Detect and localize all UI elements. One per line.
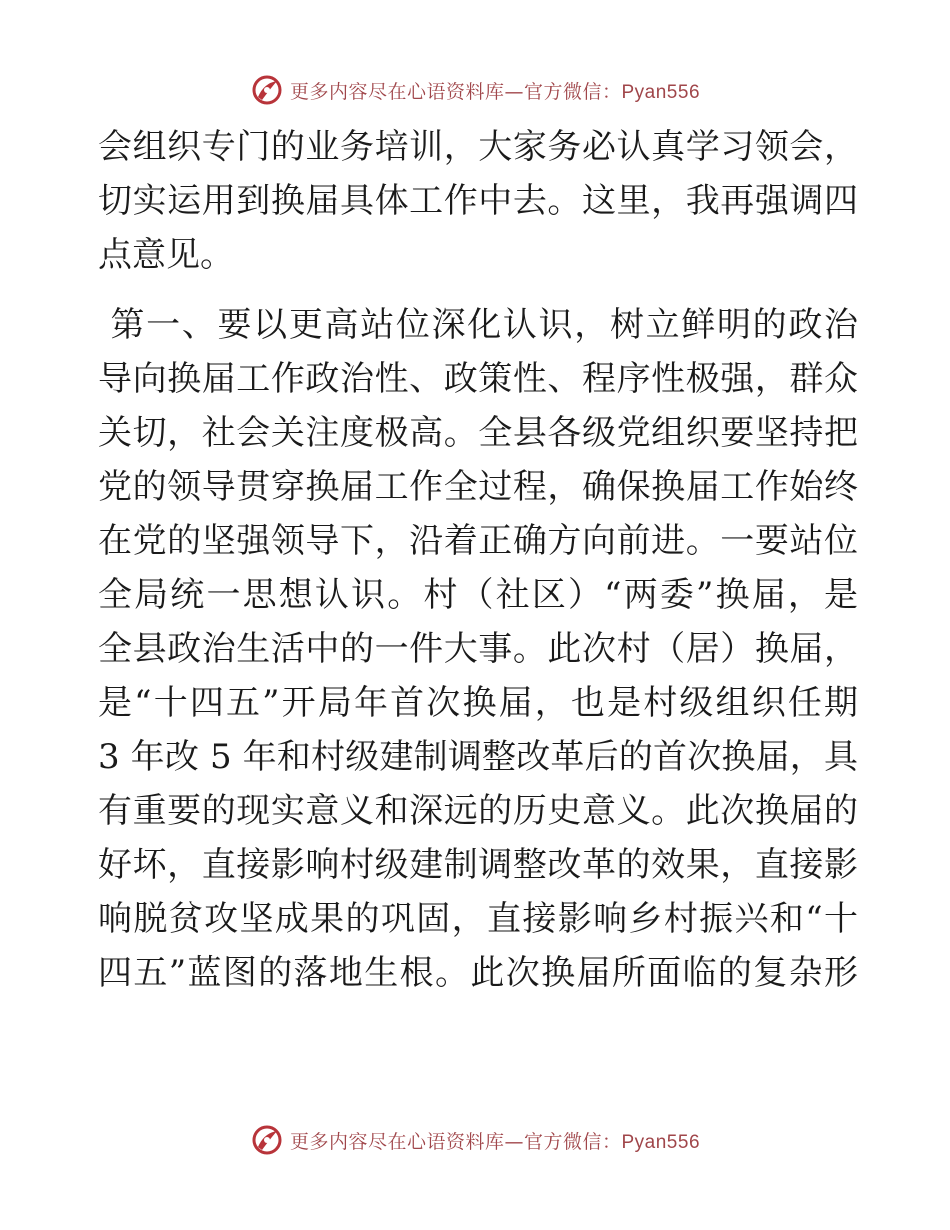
text-line: 党的领导贯穿换届工作全过程，确保换届工作始终 [98,467,858,507]
banner-slogan: 更多内容尽在心语资料库 [289,80,505,103]
banner-text [290,77,700,104]
paragraph-1 [98,120,858,282]
text-line: 第一、要以更高站位深化认识，树立鲜明的政治 [98,305,858,345]
text-line: 切实运用到换届具体工作中去。这里，我再强调四 [98,181,858,221]
text-line: 点意见。 [98,235,234,275]
logo-icon [250,1123,284,1157]
banner-wechat-id: Pyan556 [621,1131,701,1153]
header-watermark-banner [0,70,950,110]
banner-slogan: 更多内容尽在心语资料库 [289,1130,505,1153]
document-body [98,120,858,1000]
banner-wechat-id: Pyan556 [621,81,701,103]
text-line: 全局统一思想认识。村（社区）“两委”换届，是 [98,575,858,615]
text-line: 有重要的现实意义和深远的历史意义。此次换届的 [98,791,858,831]
footer-watermark-banner [0,1120,950,1160]
text-line: 全县政治生活中的一件大事。此次村（居）换届， [98,629,858,669]
text-line: 会组织专门的业务培训，大家务必认真学习领会， [98,127,858,167]
paragraph-2 [98,298,858,1000]
text-line: 是“十四五”开局年首次换届，也是村级组织任期 [98,683,858,723]
text-line: 关切，社会关注度极高。全县各级党组织要坚持把 [98,413,858,453]
text-line: 导向换届工作政治性、政策性、程序性极强，群众 [98,359,858,399]
banner-text [290,1127,700,1154]
text-line: 响脱贫攻坚成果的巩固，直接影响乡村振兴和“十 [98,899,858,939]
text-line: 四五”蓝图的落地生根。此次换届所面临的复杂形 [98,953,858,993]
banner-separator: —官方微信： [504,1130,622,1153]
banner-separator: —官方微信： [504,80,622,103]
text-line: 3 年改 5 年和村级建制调整改革后的首次换届，具 [98,737,858,777]
text-line: 好坏，直接影响村级建制调整改革的效果，直接影 [98,845,858,885]
text-line: 在党的坚强领导下，沿着正确方向前进。一要站位 [98,521,858,561]
logo-icon [250,73,284,107]
